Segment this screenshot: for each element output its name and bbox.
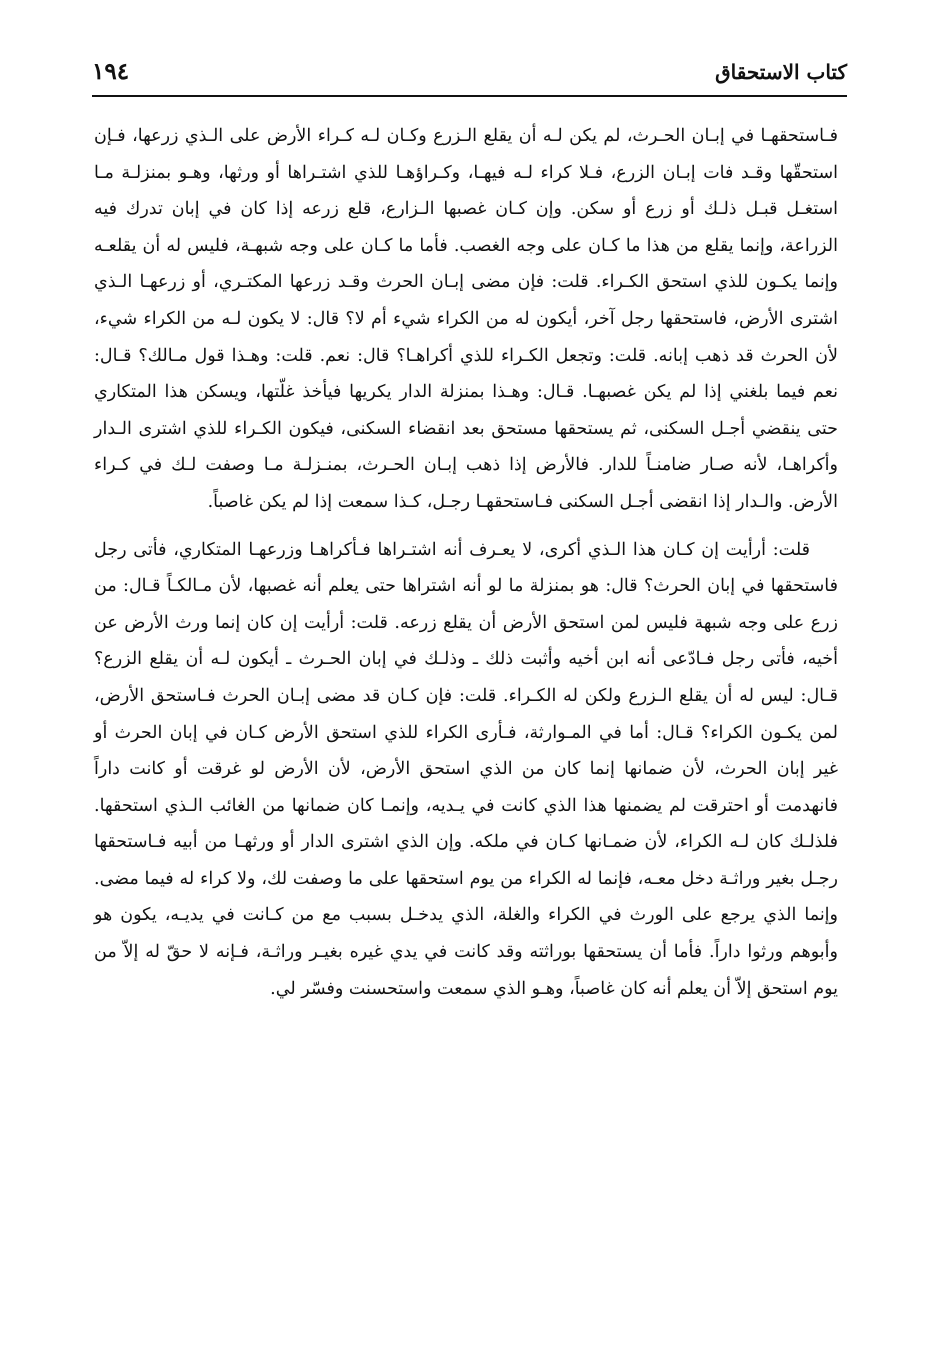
body-text <box>94 118 838 1007</box>
page-header <box>92 56 847 96</box>
paragraph-2: قلت: أرأيت إن كـان هذا الـذي أكرى، لا يعـرف أنه اشتـراها فـأكراهـا وزرعهـا المتكاري، فأتى رجل فاستحقها في إبان الحرث؟ قال: هو بمنزلة ما لو أنه اشتراها حتى يعلم أنه غصبها، لأن مـالكـاً قـال: من زرع على وجه شبهة فليس لمن استحق الأرض أن يقلع زرعه. قلت: أرأيت إن كان إنما ورث الأرض عن أخيه، فأتى رجل فـادّعى أنه ابن أخيه وأثبت ذلك ـ وذلـك في إبان الحـرث ـ أيكون لـه أن يقلع الزرع؟ قـال: ليس له أن يقلع الـزرع ولكن له الكـراء. قلت: فإن كـان قد مضى إبـان الحرث فـاستحق الأرض، لمن يكـون الكراء؟ قـال: أما في المـوارثة، فـأرى الكراء للذي استحق الأرض كـان في إبان الحرث أو غير إبان الحرث، لأن ضمانها إنما كان من الذي استحق الأرض، لأن الأرض لو غرقت أو كانت داراً فانهدمت أو احترقت لم يضمنها هذا الذي كانت في يـديه، وإنمـا كان ضمانها من الغائب الـذي استحقها. فلذلـك كان لـه الكراء، لأن ضمـانها كـان في ملكه. وإن الذي اشترى الدار أو ورثهـا من أبيه فـاستحقها رجـل بغير وراثـة دخل معـه، فإنما له الكراء من يوم استحقها على ما وصفت لك، ولا كراء له فيما مضى. وإنما الذي يرجع على الورث في الكراء والغلة، الذي يدخـل بسبب مع من كـانت في يديـه، يكون هو وأبوهم ورثوا داراً. فأما أن يستحقها بوراثته وقد كانت في يدي غيره بغيـر وراثـة، فـإنه لا حقّ له إلاّ من يوم استحق إلاّ أن يعلم أنه كان غاصباً، وهـو الذي سمعت واستحسنت وفسّر لي. <box>94 539 838 999</box>
page-number: ١٩٤ <box>92 58 130 85</box>
running-title: كتاب الاستحقاق <box>715 60 847 84</box>
header-divider <box>92 95 847 97</box>
paragraph-1: فـاستحقهـا في إبـان الحـرث، لم يكن لـه أن يقلع الـزرع وكـان لـه كـراء الأرض على الـذي زرعها، فـإن استحقّها وقـد فات إبـان الزرع، فـلا كراء لـه فيهـا، وكـراؤهـا للذي اشتـراها أو ورثها، وهـو بمنزلـة مـا استغـل قبـل ذلـك أو زرع أو سكن. وإن كـان غصبها الـزارع، قلع زرعه إذا كان في إبان تدرك فيه الزراعة، وإنما يقلع من هذا ما كـان على وجه الغصب. فأما ما كـان على وجه شبهـة، فليس له أن يقلعـه وإنما يكـون للذي استحق الكـراء. قلت: فإن مضى إبـان الحرث وقـد زرعها المكتـري، أو زرعهـا الـذي اشترى الأرض، فاستحقها رجل آخر، أيكون له من الكراء شيء أم لا؟ قال: لا يكون لـه من الكراء شيء، لأن الحرث قد ذهب إبانه. قلت: وتجعل الكـراء للذي أكراهـا؟ قال: نعم. قلت: وهـذا قول مـالك؟ قـال: نعم فيما بلغني إذا لم يكن غصبهـا. قـال: وهـذا بمنزلة الدار يكريها فيأخذ غلّتها، ويسكن هذا المتكاري حتى ينقضي أجـل السكنى، ثم يستحقها مستحق بعد انقضاء السكنى، فيكون الكـراء للذي اشترى الـدار وأكراهـا، لأنه صـار ضامنـاً للدار. فالأرض إذا ذهب إبـان الحـرث، بمنـزلـة مـا وصفت لـك في كـراء الأرض. والـدار إذا انقضى أجـل السكنى فـاستحقهـا رجـل، كـذا سمعت إذا لم يكن غاصباً. <box>94 126 838 512</box>
